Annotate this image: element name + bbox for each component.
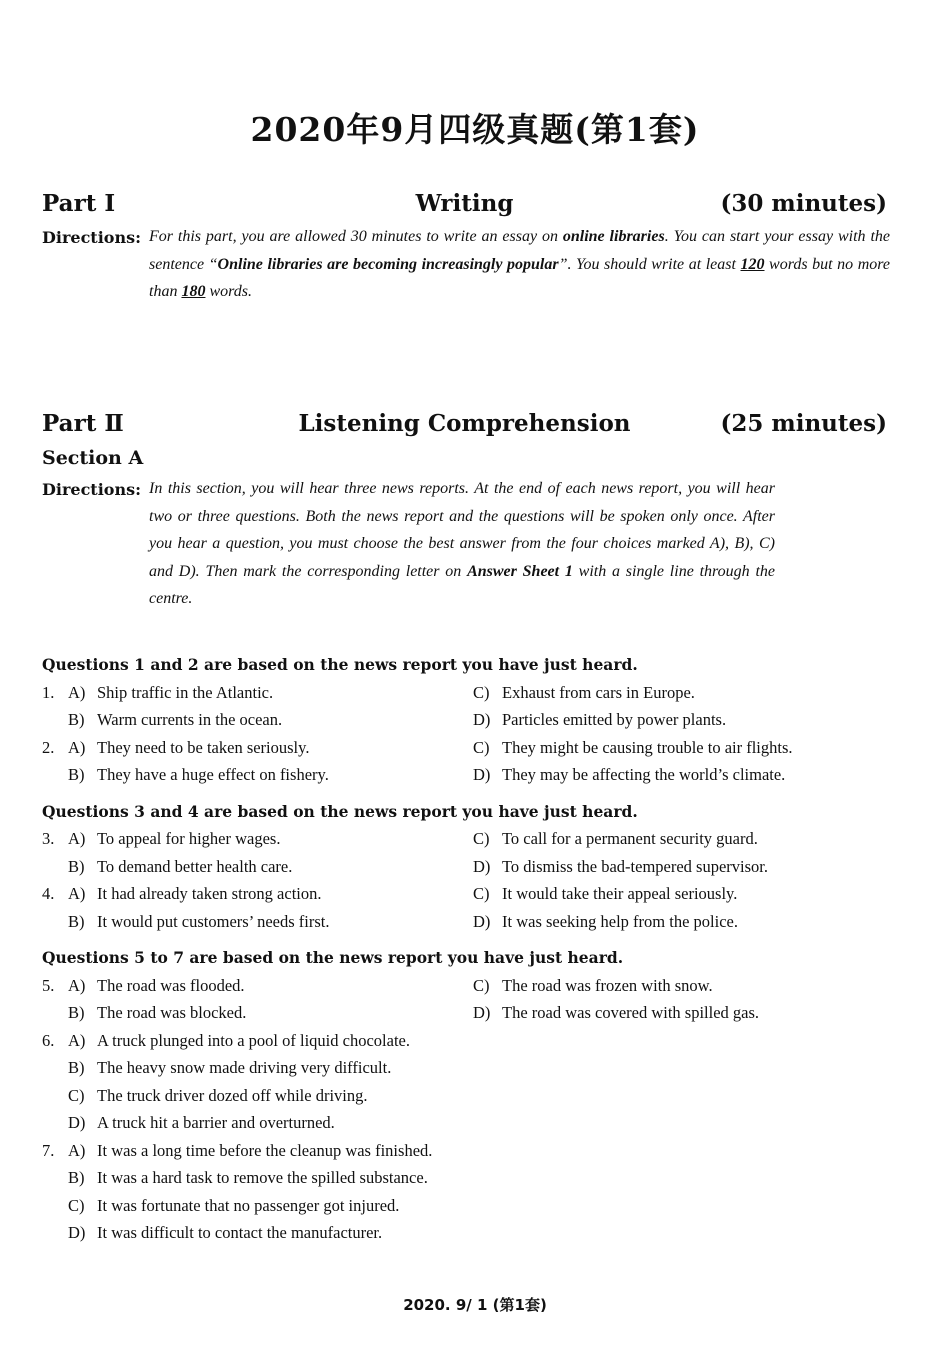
option-text: They need to be taken seriously. bbox=[97, 737, 310, 757]
option-letter: B) bbox=[68, 1003, 85, 1022]
option-letter: B) bbox=[68, 856, 85, 876]
answer-option-d bbox=[68, 1109, 335, 1137]
answer-option-b bbox=[68, 999, 246, 1027]
part2-header bbox=[42, 410, 887, 442]
option-text: They have a huge effect on fishery. bbox=[97, 765, 329, 784]
question-number: 6. bbox=[42, 1030, 55, 1050]
answer-option-a bbox=[68, 1027, 410, 1055]
directions-segment: words. bbox=[205, 283, 252, 300]
option-letter: C) bbox=[68, 1195, 85, 1215]
question-row bbox=[42, 908, 902, 936]
answer-option-b bbox=[68, 706, 282, 734]
option-letter: A) bbox=[68, 1140, 86, 1160]
option-letter: D) bbox=[473, 710, 491, 729]
option-letter: C) bbox=[68, 1085, 85, 1105]
question-number: 5. bbox=[42, 975, 55, 995]
option-letter: B) bbox=[68, 1168, 85, 1187]
answer-option-c bbox=[68, 1192, 399, 1220]
option-text: A truck plunged into a pool of liquid chocolate. bbox=[97, 1030, 410, 1050]
answer-option-c bbox=[473, 972, 713, 1000]
option-letter: C) bbox=[473, 682, 490, 702]
section-a-heading: Section A bbox=[42, 447, 144, 469]
answer-option-b bbox=[68, 853, 292, 881]
part2-name: Listening Comprehension bbox=[298, 410, 631, 437]
option-text: Exhaust from cars in Europe. bbox=[502, 682, 695, 702]
question-group-header: Questions 1 and 2 are based on the news report you have just heard. bbox=[42, 655, 638, 674]
option-text: It was a hard task to remove the spilled substance. bbox=[97, 1168, 428, 1187]
answer-option-d bbox=[473, 853, 768, 881]
option-letter: A) bbox=[68, 682, 86, 702]
question-row bbox=[42, 1027, 902, 1055]
question-row bbox=[42, 1054, 902, 1082]
question-group-header: Questions 5 to 7 are based on the news report you have just heard. bbox=[42, 948, 624, 967]
option-letter: D) bbox=[473, 911, 491, 931]
answer-option-d bbox=[68, 1219, 382, 1247]
option-text: To appeal for higher wages. bbox=[97, 829, 281, 848]
option-text: The road was blocked. bbox=[97, 1003, 247, 1022]
question-row bbox=[42, 880, 902, 908]
page-title: 2020年9月四级真题(第1套) bbox=[250, 110, 700, 149]
directions-segment: with a single line through the centre. bbox=[149, 562, 775, 607]
question-row bbox=[42, 1219, 902, 1247]
option-text: It was difficult to contact the manufacturer. bbox=[97, 1223, 383, 1242]
answer-option-d bbox=[473, 908, 738, 936]
listening-directions-label: Directions: bbox=[42, 480, 141, 499]
directions-segment: ”. You should write at least bbox=[558, 255, 741, 273]
question-group-header: Questions 3 and 4 are based on the news report you have just heard. bbox=[42, 801, 638, 821]
question-number: 7. bbox=[42, 1140, 55, 1160]
answer-option-c bbox=[473, 734, 793, 762]
directions-segment: online libraries bbox=[562, 228, 665, 245]
option-text: The road was flooded. bbox=[97, 975, 245, 995]
option-letter: C) bbox=[473, 829, 490, 848]
directions-segment: In this section, you will hear three news reports. At the end of each news report, you will hear two or three questions. Both the news report and the questions will be spoken only once. After you hear a question, you must choose the best answer from the four choices marked A), B), C) and D). Then mark the corresponding letter on bbox=[149, 480, 775, 580]
option-letter: D) bbox=[473, 1003, 491, 1022]
option-text: It was a long time before the cleanup was finished. bbox=[97, 1140, 433, 1160]
option-text: It would take their appeal seriously. bbox=[502, 884, 738, 903]
answer-option-a bbox=[68, 972, 245, 1000]
question-row bbox=[42, 1137, 902, 1165]
directions-segment: 120 bbox=[740, 255, 765, 273]
option-letter: B) bbox=[68, 710, 85, 729]
option-text: It was fortunate that no passenger got injured. bbox=[97, 1195, 400, 1215]
writing-directions-label: Directions: bbox=[42, 228, 141, 247]
answer-option-b bbox=[68, 761, 329, 789]
question-row bbox=[42, 825, 902, 853]
option-text: It was seeking help from the police. bbox=[502, 911, 738, 931]
option-letter: A) bbox=[68, 1030, 86, 1050]
answer-option-b bbox=[68, 908, 329, 936]
question-row bbox=[42, 679, 902, 707]
option-letter: D) bbox=[68, 1223, 86, 1242]
question-row bbox=[42, 706, 902, 734]
option-text: To call for a permanent security guard. bbox=[502, 829, 758, 848]
question-row bbox=[42, 1082, 902, 1110]
option-letter: B) bbox=[68, 765, 85, 784]
option-letter: A) bbox=[68, 737, 86, 757]
question-row bbox=[42, 1109, 902, 1137]
answer-option-c bbox=[473, 825, 758, 853]
answer-option-c bbox=[68, 1082, 368, 1110]
writing-directions-text bbox=[149, 223, 890, 306]
question-row bbox=[42, 761, 902, 789]
directions-segment: Answer Sheet 1 bbox=[467, 562, 573, 580]
directions-segment: words but no more than bbox=[149, 255, 890, 300]
listening-directions-text bbox=[149, 475, 775, 613]
option-letter: C) bbox=[473, 884, 490, 903]
directions-segment: . You can start your essay with the sentence “ bbox=[149, 228, 891, 273]
question-number: 1. bbox=[42, 682, 55, 702]
question-number: 3. bbox=[42, 829, 55, 848]
option-text: The road was frozen with snow. bbox=[502, 975, 713, 995]
answer-option-d bbox=[473, 761, 785, 789]
part2-time: (25 minutes) bbox=[720, 410, 887, 437]
option-text: The truck driver dozed off while driving. bbox=[97, 1085, 368, 1105]
question-row bbox=[42, 734, 902, 762]
page-footer: 2020. 9/ 1 (第1套) bbox=[403, 1296, 547, 1314]
option-text: To demand better health care. bbox=[97, 856, 293, 876]
option-letter: D) bbox=[68, 1113, 86, 1132]
option-letter: D) bbox=[473, 856, 491, 876]
option-text: Particles emitted by power plants. bbox=[502, 710, 727, 729]
option-letter: A) bbox=[68, 829, 86, 848]
answer-option-b bbox=[68, 1054, 391, 1082]
answer-option-a bbox=[68, 1137, 432, 1165]
option-text: Warm currents in the ocean. bbox=[97, 710, 283, 729]
answer-option-c bbox=[473, 679, 695, 707]
option-text: The road was covered with spilled gas. bbox=[502, 1003, 760, 1022]
questions-section bbox=[42, 651, 902, 1247]
answer-option-c bbox=[473, 880, 737, 908]
part2-label: Part Ⅱ bbox=[42, 410, 124, 437]
answer-option-d bbox=[473, 706, 726, 734]
directions-segment: 180 bbox=[181, 283, 206, 300]
option-text: Ship traffic in the Atlantic. bbox=[97, 682, 274, 702]
option-text: The heavy snow made driving very difficult. bbox=[97, 1058, 392, 1077]
option-letter: C) bbox=[473, 975, 490, 995]
question-number: 2. bbox=[42, 737, 55, 757]
answer-option-a bbox=[68, 679, 273, 707]
option-letter: D) bbox=[473, 765, 491, 784]
option-text: They may be affecting the world’s climate. bbox=[502, 765, 786, 784]
question-row bbox=[42, 853, 902, 881]
option-letter: A) bbox=[68, 975, 86, 995]
directions-segment: Online libraries are becoming increasingly popular bbox=[217, 255, 559, 273]
option-text: They might be causing trouble to air flights. bbox=[502, 737, 793, 757]
question-row bbox=[42, 999, 902, 1027]
option-text: It would put customers’ needs first. bbox=[97, 911, 330, 931]
part1-label: Part Ⅰ bbox=[42, 190, 116, 217]
option-text: To dismiss the bad-tempered supervisor. bbox=[502, 856, 769, 876]
question-number: 4. bbox=[42, 884, 55, 903]
answer-option-a bbox=[68, 734, 309, 762]
option-text: A truck hit a barrier and overturned. bbox=[97, 1113, 335, 1132]
answer-option-a bbox=[68, 825, 280, 853]
answer-option-d bbox=[473, 999, 759, 1027]
option-letter: A) bbox=[68, 884, 86, 903]
question-row bbox=[42, 1192, 902, 1220]
question-row bbox=[42, 972, 902, 1000]
option-text: It had already taken strong action. bbox=[97, 884, 322, 903]
part1-name: Writing bbox=[415, 190, 514, 217]
option-letter: B) bbox=[68, 911, 85, 931]
option-letter: C) bbox=[473, 737, 490, 757]
answer-option-a bbox=[68, 880, 322, 908]
option-letter: B) bbox=[68, 1058, 85, 1077]
answer-option-b bbox=[68, 1164, 428, 1192]
part1-time: (30 minutes) bbox=[720, 190, 887, 217]
question-row bbox=[42, 1164, 902, 1192]
directions-segment: For this part, you are allowed 30 minutes to write an essay on bbox=[149, 228, 563, 245]
part1-header bbox=[42, 190, 887, 222]
